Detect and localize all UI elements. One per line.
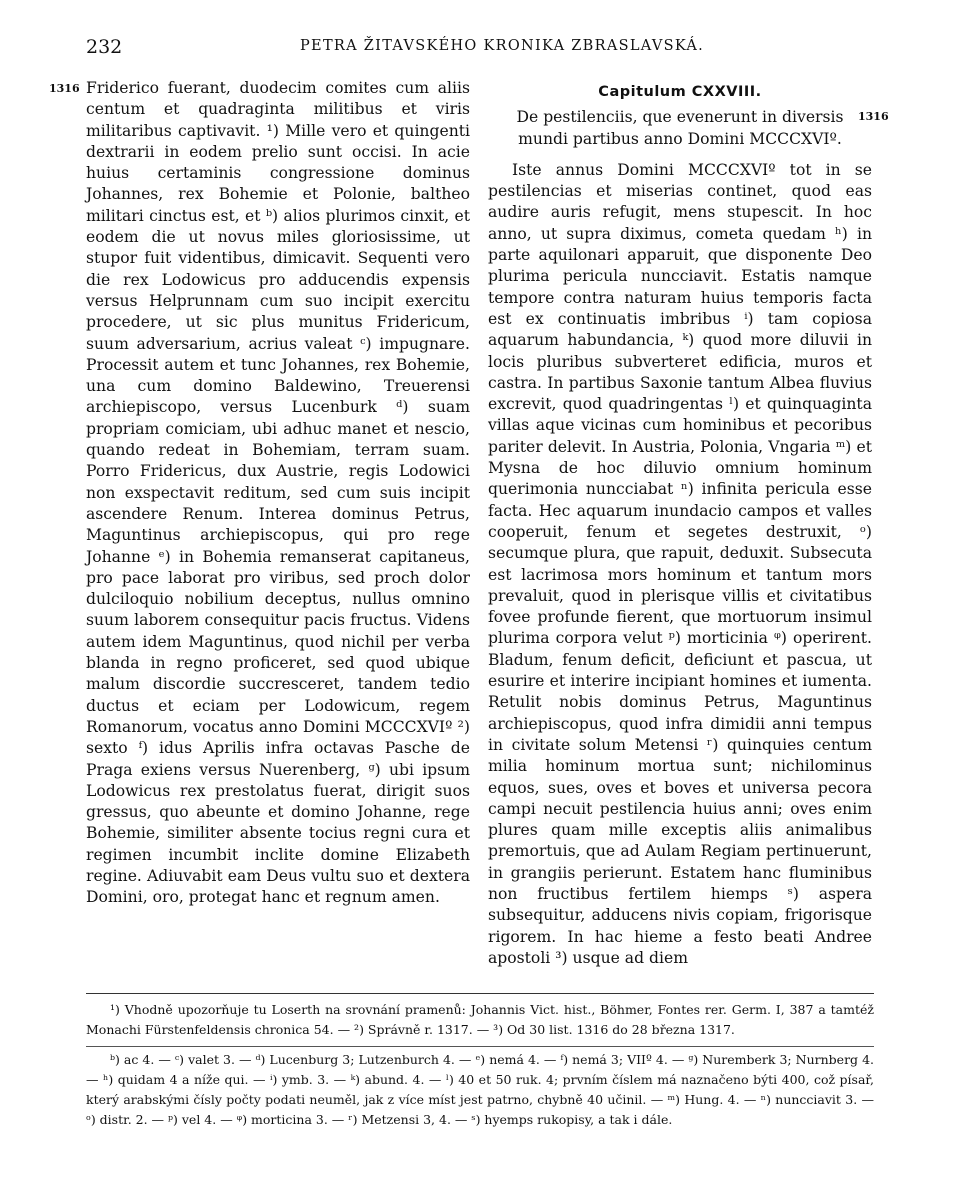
footnote-divider-secondary bbox=[86, 1046, 874, 1047]
footnotes-numeric bbox=[86, 1000, 874, 1040]
footnotes-alpha bbox=[86, 1050, 874, 1130]
chapter-subtitle: De pestilenciis, que evenerunt in diversis mundi partibus anno Domini MCCCXVIº. bbox=[516, 108, 844, 148]
margin-year-right: 1316 bbox=[858, 110, 889, 123]
page-number: 232 bbox=[86, 36, 123, 58]
left-column bbox=[86, 78, 470, 909]
right-column bbox=[488, 82, 872, 969]
footnote-divider bbox=[86, 993, 874, 994]
page-header bbox=[0, 36, 960, 60]
footnotes-alpha-text: ᵇ) ac 4. — ᶜ) valet 3. — ᵈ) Lucenburg 3; Lutzenburch 4. — ᵉ) nemá 4. — ᶠ) nemá 3; VIIº 4. — ᵍ) Nuremberk 3; Nurnberg 4. — ʰ) quidam 4 a níže qui. — ⁱ) ymb. 3. — ᵏ) abund. 4. — ˡ) 40 et 50 ruk. 4; prvním číslem má naznačeno býti 400, což písař, který arabskými čísly počty podati neuměl, jak z více míst jest patrno, chybně 40 učinil. — ᵐ) Hung. 4. — ⁿ) nuncciavit 3. — ᵒ) distr. 2. — ᵖ) vel 4. — ᵠ) morticina 3. — ʳ) Metzensi 3, 4. — ˢ) hyemps rukopisy, a tak i dále. bbox=[86, 1052, 874, 1127]
left-column-text: Friderico fuerant, duodecim comites cum aliis centum et quadraginta militibus et viris militaribus captivavit. ¹) Mille vero et quingenti dextrarii in eodem prelio sunt occisi. In acie huius certaminis congressione dominus Johannes, rex Bohemie et Polonie, baltheo militari cinctus est, et ᵇ) alios plurimos cinxit, et eodem die ut novus miles gloriosissime, ut stupor fuit videntibus, dimicavit. Sequenti vero die rex Lodowicus pro adducendis expensis versus Helprunnam cum suo incipit exercitu procedere, ut sic plus munitus Fridericum, suum adversarium, acrius valeat ᶜ) impugnare. Processit autem et tunc Johannes, rex Bohemie, una cum domino Baldewino, Treuerensi archiepiscopo, versus Lucenburk ᵈ) suam propriam comiciam, ubi adhuc manet et nescio, quando redeat in Bohemiam, terram suam. Porro Fridericus, dux Austrie, regis Lodowici non exspectavit reditum, sed cum suis incipit ascendere Renum. Interea dominus Petrus, Maguntinus archiepiscopus, qui pro rege Johanne ᵉ) in Bohemia remanserat capitaneus, pro pace laborat pro viribus, sed proch dolor dulciloquio nobilium deceptus, nullus omnino suum laborem consequitur pacis fructus. Videns autem idem Maguntinus, quod nichil per verba blanda in regno proficeret, sed quod ubique malum discordie succresceret, tandem tedio ductus et eciam per Lodowicum, regem Romanorum, vocatus anno Domini MCCCXVIº ²) sexto ᶠ) idus Aprilis infra octavas Pasche de Praga exiens versus Nuerenberg, ᵍ) ubi ipsum Lodowicus rex prestolatus fuerat, dirigit suos gressus, quo abeunte et domino Johanne, rege Bohemie, similiter absente tocius regni cura et regimen incumbit inclite domine Elizabeth regine. Adiuvabit eam Deus vultu suo et dextera Domini, oro, protegat hanc et regnum amen. bbox=[86, 79, 470, 907]
right-column-text: Iste annus Domini MCCCXVIº tot in se pestilencias et miserias continet, quod eas audire auris refugit, mens stupescit. In hoc anno, ut supra diximus, cometa quedam ʰ) in parte aquilonari apparuit, que disponente Deo plurima pericula nuncciavit. Estatis namque tempore contra naturam huius temporis facta est ex continuatis imbribus ⁱ) tam copiosa aquarum habundancia, ᵏ) quod more diluvii in locis pluribus subverteret edificia, muros et castra. In partibus Saxonie tantum Albea fluvius excrevit, quod quadringentas ˡ) et quinquaginta villas aque vicinas cum hominibus et pecoribus pariter delevit. In Austria, Polonia, Vngaria ᵐ) et Mysna de hoc diluvio omnium hominum querimonia nuncciabat ⁿ) infinita pericula esse facta. Hec aquarum inundacio campos et valles cooperuit, fenum et segetes destruxit, ᵒ) secumque plura, que rapuit, deduxit. Subsecuta est lacrimosa mors hominum et tantum mors prevaluit, quod in plerisque villis et civitatibus fovee profunde fierent, que mortuorum insimul plurima corpora velut ᵖ) morticinia ᵠ) operirent. Bladum, fenum deficit, deficiunt et pascua, ut esurire et interire incipiant homines et iumenta. Retulit nobis dominus Petrus, Maguntinus archiepiscopus, quod infra dimidii anni tempus in civitate solum Metensi ʳ) quinquies centum milia hominum mortua sunt; nichilominus equos, sues, oves et boves et universa pecora campi necuit pestilencia huius anni; oves enim plures quam mille exceptis aliis animalibus premortuis, que ad Aulam Regiam pertinuerunt, in grangiis perierunt. Estatem hanc fluminibus non fructibus fertilem hiemps ˢ) aspera subsequitur, adducens nivis copiam, frigorisque rigorem. In hac hieme a festo beati Andree apostoli ³) usque ad diem bbox=[488, 160, 872, 967]
footnotes-numeric-text: ¹) Vhodně upozorňuje tu Loserth na srovnání pramenů: Johannis Vict. hist., Böhmer, Fontes rer. Germ. I, 387 a tamtéž Monachi Fürstenfeldensis chronica 54. — ²) Správně r. 1317. — ³) Od 30 list. 1316 do 28 března 1317. bbox=[86, 1002, 874, 1037]
margin-year-left: 1316 bbox=[49, 82, 80, 95]
chapter-title: Capitulum CXXVIII. bbox=[598, 84, 762, 100]
running-title: PETRA ŽITAVSKÉHO KRONIKA ZBRASLAVSKÁ. bbox=[300, 38, 705, 54]
